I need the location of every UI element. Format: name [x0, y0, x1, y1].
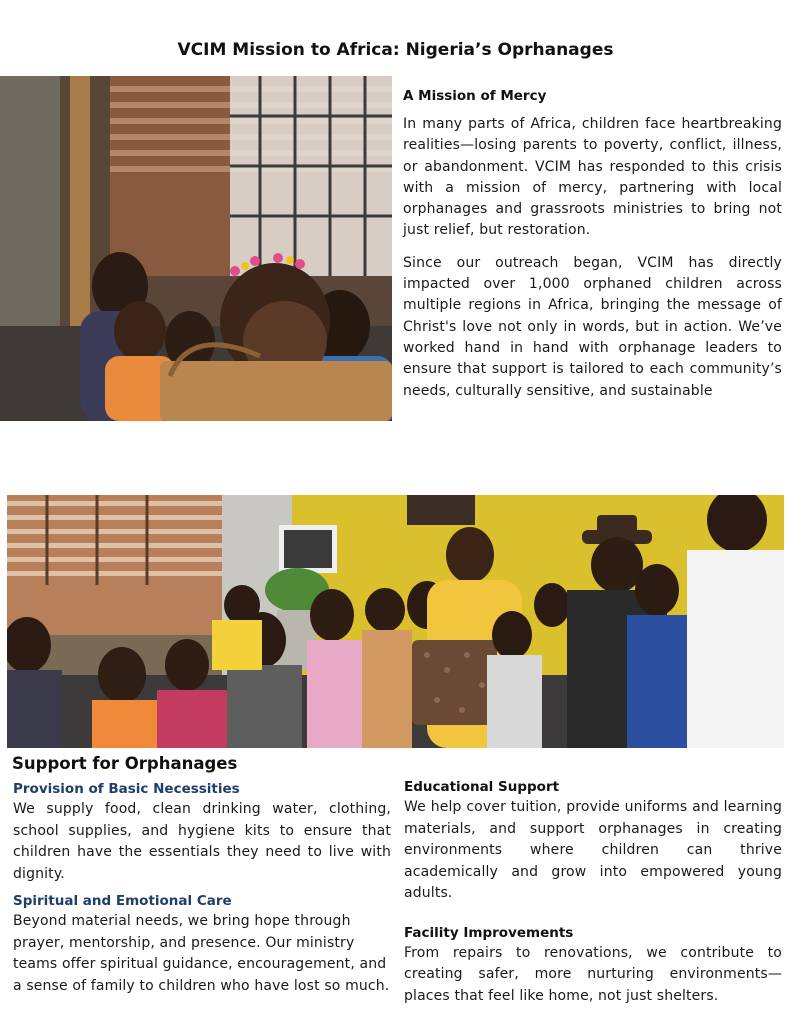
support-right-column: [404, 779, 782, 1007]
facility-improvements-title: Facility Improvements: [404, 924, 574, 941]
photo-group-with-children: [7, 495, 784, 748]
basic-necessities-text: We supply food, clean drinking water, clothing, school supplies, and hygiene kits to ensure that children have the essentials they need to live with dignity.: [13, 801, 391, 882]
mission-paragraph-2: Since our outreach began, VCIM has directly impacted over 1,000 orphaned children across multiple regions in Africa, bringing the message of Christ's love not only in words, but in action. We’ve worked hand in hand with orphanage leaders to ensure that support is tailored to each community’s needs, culturally sensitive, and sustainable: [403, 254, 782, 399]
basic-necessities-title: Provision of Basic Necessities: [13, 781, 240, 797]
educational-support-title: Educational Support: [404, 779, 560, 795]
support-left-column: [13, 781, 391, 997]
mission-paragraph-1: In many parts of Africa, children face heartbreaking realities—losing parents to poverty, conflict, illness, or abandonment. VCIM has responded to this crisis with a mission of mercy, partnering with local orphanages and grassroots ministries to bring not just relief, but restoration.: [403, 116, 782, 239]
spiritual-care-text: Beyond material needs, we bring hope through prayer, mentorship, and presence. Our ministry teams offer spiritual guidance, encouragement, and a sense of family to children who have lost so much.: [13, 913, 390, 994]
page-title: VCIM Mission to Africa: Nigeria’s Oprhanages: [177, 40, 614, 60]
educational-support-text: We help cover tuition, provide uniforms and learning materials, and support orphanages in creating environments where children can thrive academically and grow into empowered young adults.: [404, 799, 782, 901]
facility-improvements-text: From repairs to renovations, we contribute to creating safer, more nurturing environments—places that feel like home, not just shelters.: [404, 944, 782, 1004]
mission-heading: A Mission of Mercy: [403, 88, 547, 104]
mission-section: [403, 88, 782, 413]
spiritual-care-title: Spiritual and Emotional Care: [13, 893, 232, 909]
support-heading: Support for Orphanages: [12, 754, 238, 773]
photo-children-by-window: [0, 76, 392, 421]
